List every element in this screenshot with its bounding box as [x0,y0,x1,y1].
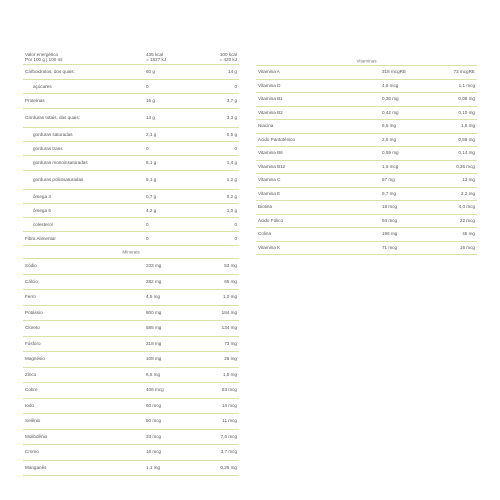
vitamins-label: Ácido Fólico [258,217,284,223]
vitamins-value-per-100ml: 4,0 mcg [458,204,475,210]
vitamins-value-per-100g: 71 mcg [382,244,398,250]
minerals-row [23,461,239,477]
nutrients-list [23,65,239,246]
vitamins-value-per-100ml: 13 mg [462,177,475,183]
minerals-row [23,414,239,430]
vitamins-label: Ácido Pantotênico [258,136,296,142]
vitamins-row [256,147,477,161]
vitamins-row [256,120,477,134]
minerals-value-per-100g: 233 mg [146,263,162,269]
vitamins-title: Vitaminas [356,58,377,63]
energy-per-100ml [220,52,238,62]
minerals-label: Zinco [25,371,37,377]
nutrients-value-per-100ml: 0,5 g [226,131,237,137]
minerals-label: Molibdênio [25,433,48,439]
vitamins-label: Vitamina B2 [258,109,283,115]
vitamins-value-per-100g: 94 mcg [382,217,398,223]
nutrients-row [23,142,239,156]
minerals-value-per-100ml: 134 mg [221,325,237,331]
vitamins-value-per-100ml: 73 mcgRE [453,69,475,75]
energy-per-100g [146,52,166,62]
nutrients-value-per-100g: 0 [146,235,149,241]
nutrients-value-per-100ml: 0 [234,221,237,227]
vitamins-value-per-100ml: 1,5 mg [460,123,475,129]
vitamins-value-per-100g: 1,5 mcg [382,163,399,169]
vitamins-row [256,80,477,94]
nutrients-value-per-100g: 4,2 g [146,207,157,213]
minerals-title: Minerais [122,249,140,255]
vitamins-value-per-100g: 9,7 mg [382,190,397,196]
vitamins-value-per-100g: 4,6 mcg [382,82,399,88]
vitamins-label: Vitamina B6 [258,150,283,156]
vitamins-value-per-100ml: 0,08 mg [458,96,475,102]
nutrients-label: gorduras saturadas [33,131,73,137]
nutrients-value-per-100g: 60 g [146,69,155,75]
minerals-value-per-100ml: 53 mg [224,263,237,269]
nutrients-value-per-100ml: 14 g [228,69,237,75]
minerals-value-per-100ml: 73 mg [224,340,237,346]
vitamins-row [256,188,477,202]
vitamins-value-per-100ml: 1,1 mcg [458,82,475,88]
nutrients-row [23,128,239,142]
nutrients-row [23,204,239,218]
minerals-label: Fósforo [25,340,41,346]
minerals-row [23,445,239,461]
nutrients-value-per-100g: 16 g [146,98,155,104]
nutrients-value-per-100g: 0 [146,83,149,89]
minerals-row [23,290,239,306]
nutrients-label: açúcares [33,83,52,89]
minerals-row [23,352,239,368]
vitamins-value-per-100g: 196 mg [382,231,398,237]
vitamins-row [256,161,477,175]
nutrients-value-per-100g: 0 [146,221,149,227]
minerals-value-per-100ml: 7,6 mcg [220,433,237,439]
vitamins-value-per-100g: 57 mg [382,177,395,183]
nutrients-value-per-100ml: 3,3 g [226,115,237,121]
nutrients-row [23,65,239,80]
nutrients-value-per-100g: 0 [146,145,149,151]
nutrients-value-per-100g: 2,1 g [146,131,157,137]
energy-header-row [23,50,239,65]
minerals-value-per-100ml: 14 mcg [221,402,237,408]
minerals-label: Ferro [25,294,36,300]
vitamins-value-per-100ml: 22 mcg [459,217,475,223]
energy-per-100g-kcal: 435 kcal [146,52,164,57]
nutrients-label: gorduras trans [33,145,63,151]
nutrients-label: Proteínas [25,98,45,104]
nutrition-table-left [23,50,239,476]
vitamins-section-title [256,56,477,66]
minerals-label: Sódio [25,263,37,269]
minerals-section-title [23,246,239,259]
vitamins-value-per-100ml: 45 mg [462,231,475,237]
minerals-value-per-100ml: 93 mcg [221,387,237,393]
nutrients-value-per-100ml: 3,7 g [226,98,237,104]
vitamins-label: Colina [258,231,272,237]
nutrients-label: colesterol [33,221,53,227]
nutrients-value-per-100g: 14 g [146,115,155,121]
minerals-value-per-100ml: 11 mcg [222,418,237,424]
minerals-label: Selênio [25,418,41,424]
minerals-row [23,368,239,384]
minerals-value-per-100g: 318 mg [146,340,162,346]
nutrients-value-per-100ml: 1,0 g [226,207,237,213]
vitamins-value-per-100g: 318 mcgRE [382,69,407,75]
nutrients-value-per-100g: 0,7 g [146,193,157,199]
vitamins-value-per-100ml: 0,10 mg [458,109,475,115]
vitamins-value-per-100g: 0,59 mg [382,150,399,156]
minerals-value-per-100g: 282 mg [146,278,162,284]
minerals-value-per-100g: 33 mcg [146,433,162,439]
minerals-value-per-100ml: 184 mg [221,309,237,315]
vitamins-value-per-100ml: 0,59 mg [458,136,475,142]
nutrients-value-per-100ml: 0 [234,145,237,151]
vitamins-row [256,174,477,188]
energy-per-100ml-kcal: 100 kcal [219,52,237,57]
nutrients-value-per-100ml: 1,2 g [226,177,237,183]
vitamins-label: Biotina [258,204,273,210]
vitamins-row [256,215,477,229]
minerals-label: Magnésio [25,356,45,362]
nutrients-label: ômega 3 [33,193,51,199]
minerals-value-per-100g: 406 mcg [146,387,164,393]
minerals-row [23,259,239,275]
minerals-value-per-100ml: 25 mg [224,356,237,362]
vitamins-row [256,107,477,121]
minerals-list [23,259,239,476]
nutrients-row [23,171,239,190]
vitamins-value-per-100ml: 16 mcg [459,244,475,250]
vitamins-value-per-100g: 2,6 mg [382,136,397,142]
minerals-value-per-100g: 1,1 mg [146,464,161,470]
energy-label [25,52,137,62]
minerals-row [23,275,239,291]
minerals-label: Manganês [25,464,47,470]
vitamins-row [256,93,477,107]
minerals-value-per-100g: 60 mcg [146,402,162,408]
minerals-label: Cálcio [25,278,38,284]
minerals-value-per-100g: 50 mcg [146,418,162,424]
nutrients-label: Fibra Alimentar [25,235,56,241]
vitamins-row [256,242,477,256]
nutrients-label: Carboidratos, dos quais: [25,69,75,75]
minerals-value-per-100g: 6,5 mg [146,371,161,377]
nutrients-value-per-100ml: 0 [234,83,237,89]
nutrients-label: gorduras monoinsaturadas [33,160,88,166]
energy-label-line2: Por 100 g | 100 ml [25,57,63,62]
nutrients-row [23,80,239,94]
nutrition-table-right [256,56,477,255]
energy-per-100g-kj: = 1827 kJ [146,57,167,62]
nutrients-row [23,109,239,128]
vitamins-value-per-100ml: 0,14 mg [458,150,475,156]
nutrients-row [23,218,239,232]
minerals-value-per-100ml: 1,5 mg [222,371,237,377]
minerals-value-per-100ml: 65 mg [224,278,237,284]
nutrients-value-per-100ml: 1,4 g [226,160,237,166]
vitamins-row [256,66,477,80]
vitamins-label: Vitamina A [258,69,280,75]
vitamins-label: Vitamina D [258,82,281,88]
minerals-value-per-100ml: 3,7 mcg [220,449,237,455]
nutrients-row [23,94,239,109]
vitamins-label: Vitamina B1 [258,96,283,102]
nutrients-row [23,232,239,246]
nutrients-row [23,190,239,204]
vitamins-label: Vitamina K [258,244,281,250]
minerals-value-per-100ml: 0,25 mg [220,464,237,470]
vitamins-row [256,201,477,215]
vitamins-row [256,228,477,242]
minerals-value-per-100ml: 1,0 mg [222,294,237,300]
minerals-row [23,383,239,399]
minerals-value-per-100g: 16 mcg [146,449,162,455]
minerals-label: Iodo [25,402,34,408]
minerals-label: Cromo [25,449,39,455]
nutrients-label: ômega 6 [33,207,51,213]
vitamins-value-per-100g: 6,5 mg [382,123,397,129]
minerals-label: Potássio [25,309,43,315]
nutrients-label: gorduras poliinsaturadas [33,177,84,183]
vitamins-label: Vitamina B12 [258,163,286,169]
vitamins-list [256,66,477,255]
energy-label-line1: Valor energético [25,52,59,57]
nutrients-value-per-100g: 6,1 g [146,160,157,166]
vitamins-value-per-100g: 18 mcg [382,204,398,210]
vitamins-label: Vitamina C [258,177,281,183]
minerals-value-per-100g: 800 mg [146,309,162,315]
vitamins-label: Niacina [258,123,274,129]
nutrients-row [23,156,239,171]
nutrients-value-per-100g: 5,1 g [146,177,157,183]
vitamins-value-per-100ml: 2,2 mg [460,190,475,196]
minerals-value-per-100g: 585 mg [146,325,162,331]
minerals-value-per-100g: 4,5 mg [146,294,161,300]
energy-per-100ml-kj: = 420 kJ [219,57,237,62]
nutrients-value-per-100ml: 0,2 g [226,193,237,199]
minerals-row [23,321,239,337]
vitamins-value-per-100g: 0,42 mg [382,109,399,115]
minerals-label: Cloreto [25,325,40,331]
vitamins-row [256,134,477,148]
vitamins-value-per-100g: 0,36 mg [382,96,399,102]
minerals-value-per-100g: 108 mg [146,356,162,362]
nutrients-label: Gorduras totais, das quais: [25,115,80,121]
vitamins-label: Vitamina E [258,190,281,196]
minerals-row [23,430,239,446]
nutrients-value-per-100ml: 0 [234,235,237,241]
vitamins-value-per-100ml: 0,35 mcg [456,163,475,169]
minerals-row [23,337,239,353]
minerals-row [23,306,239,322]
minerals-row [23,399,239,415]
minerals-label: Cobre [25,387,38,393]
